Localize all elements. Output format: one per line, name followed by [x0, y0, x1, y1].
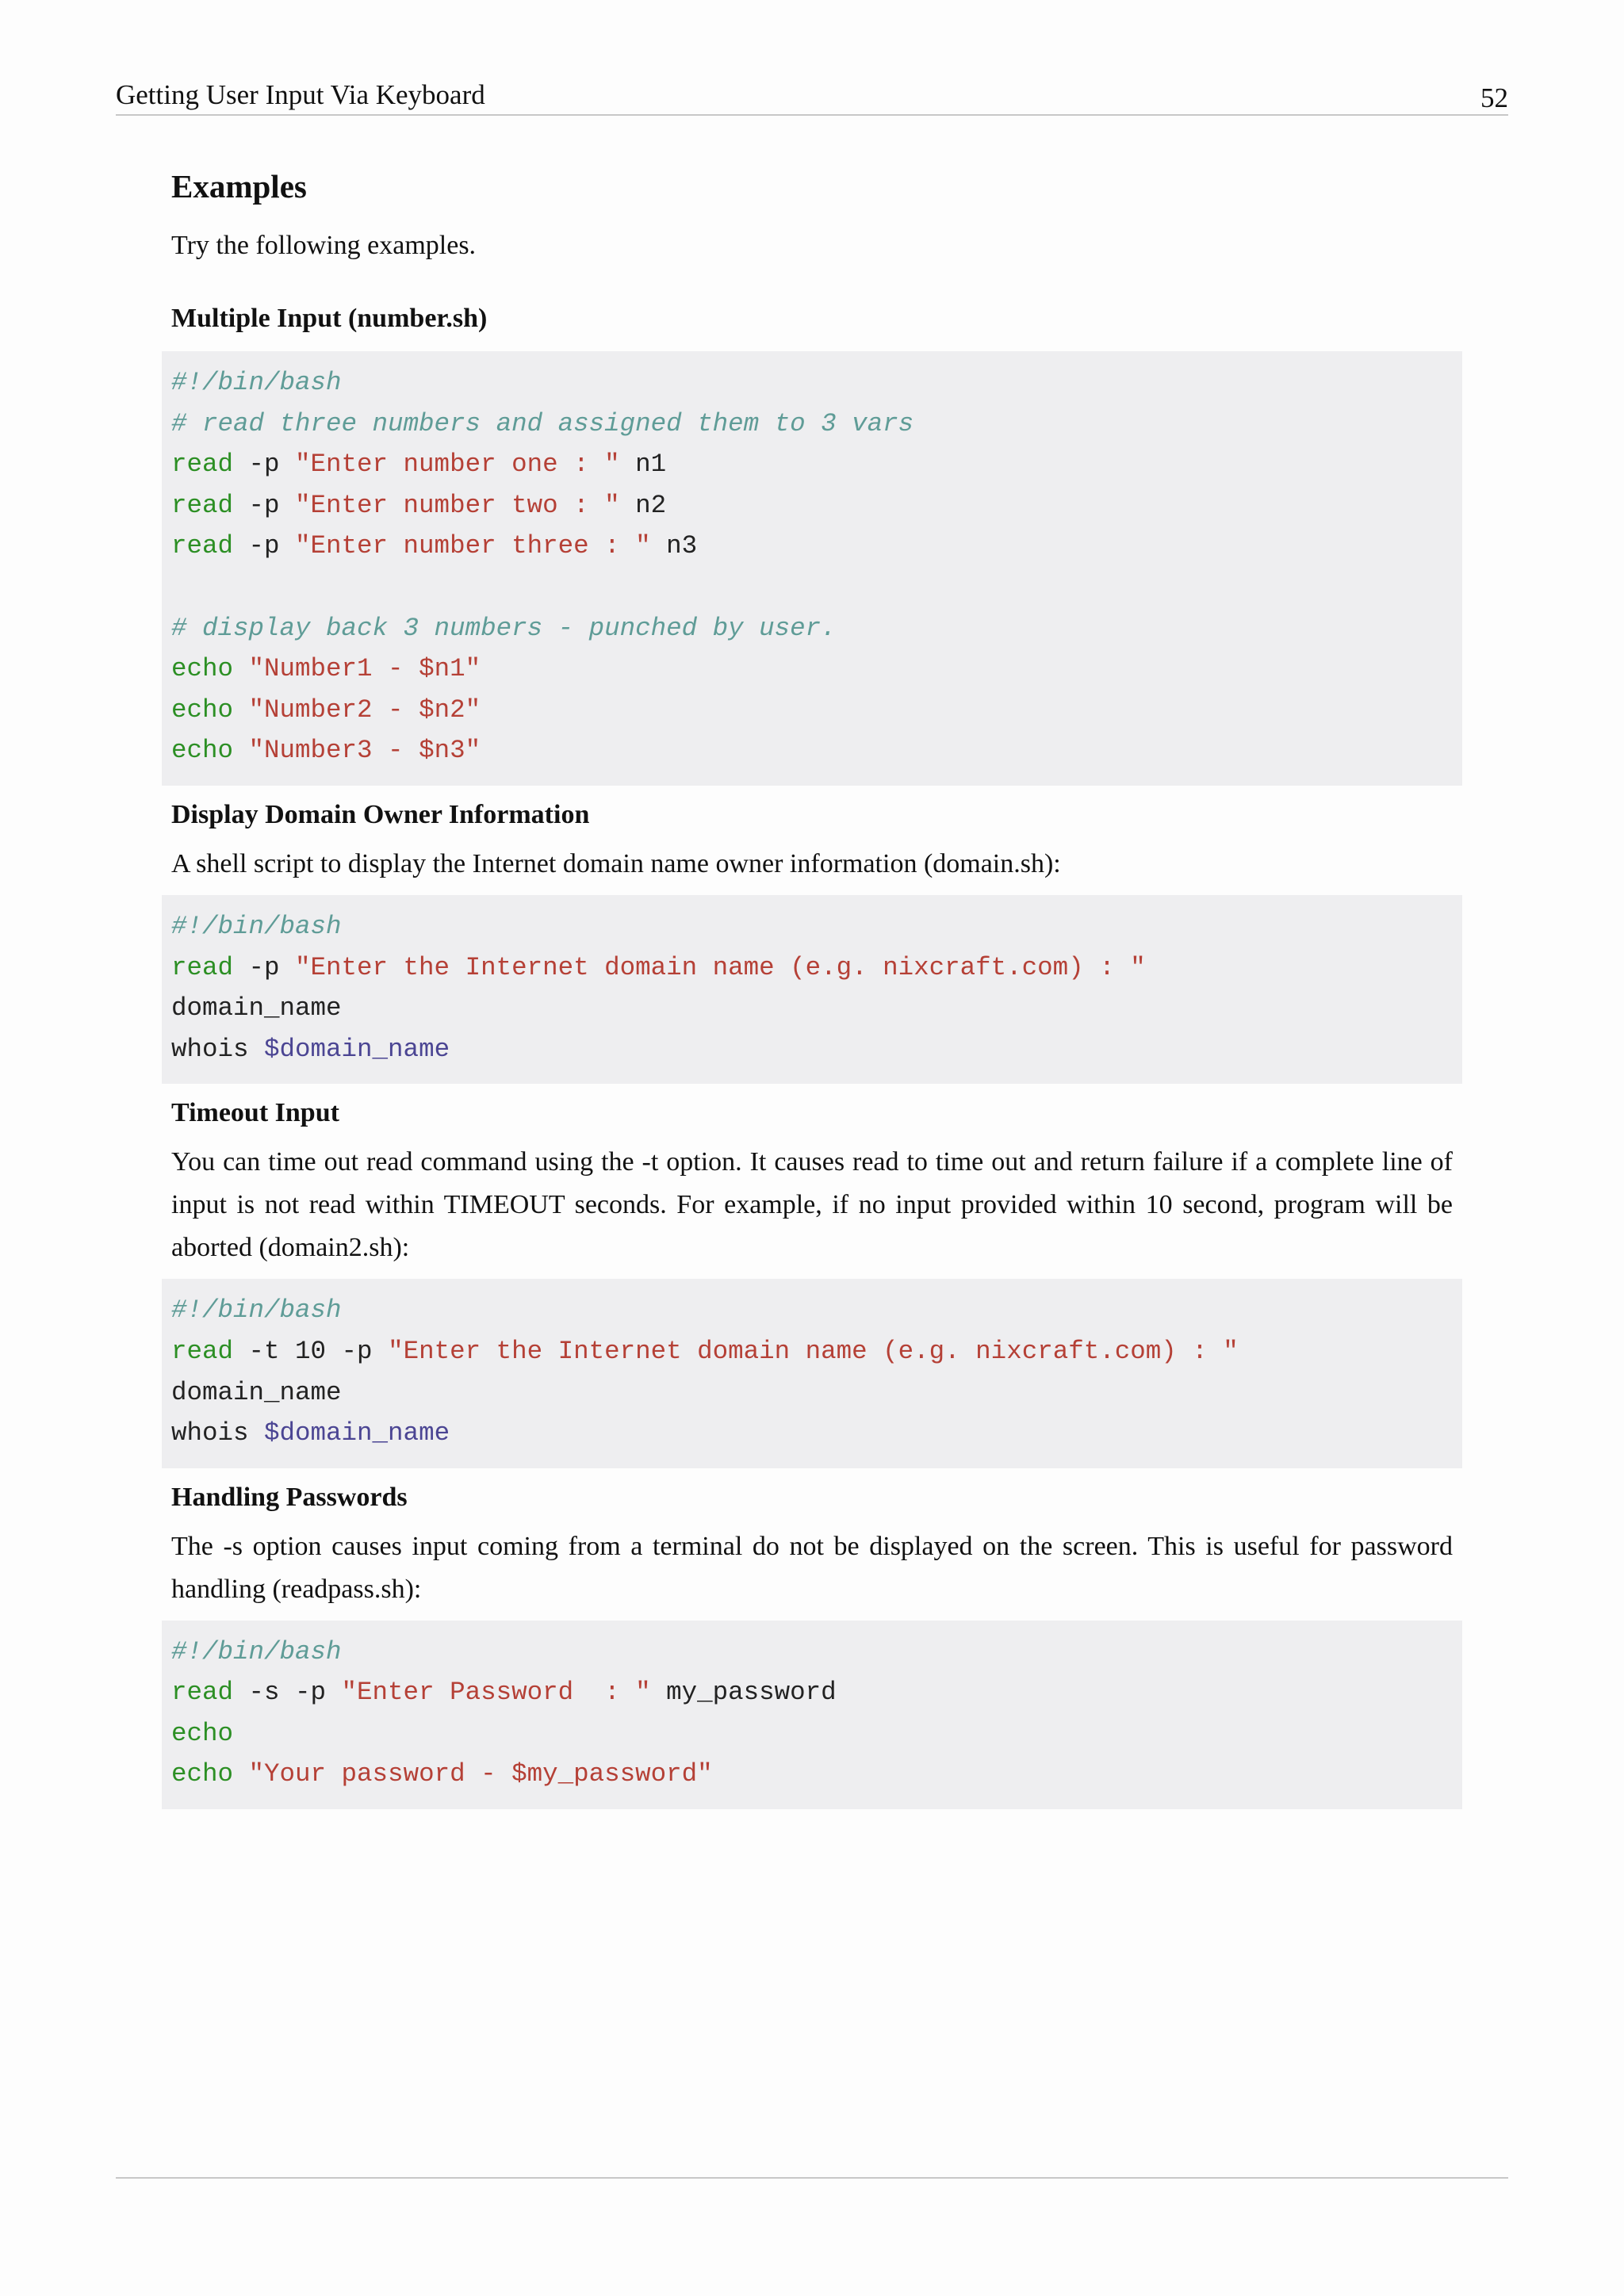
code-token-kw: read [171, 450, 234, 480]
header-title: Getting User Input Via Keyboard [116, 79, 485, 110]
code-line [171, 988, 1453, 1029]
code-line [171, 1754, 1453, 1795]
page-content [171, 163, 1453, 1809]
code-token-plain: whois [171, 1034, 265, 1064]
code-token-plain: -p [233, 450, 296, 480]
code-token-plain: -p [233, 490, 296, 520]
code-token-plain: n3 [650, 531, 698, 561]
code-line [171, 404, 1453, 445]
code-line [171, 730, 1453, 771]
page-header [116, 75, 1508, 116]
code-token-kw: read [171, 1678, 234, 1708]
domain-owner-description: A shell script to display the Internet domain name owner information (domain.sh): [171, 848, 1061, 878]
code-token-comment: #!/bin/bash [171, 1636, 342, 1667]
code-token-comment: #!/bin/bash [171, 1295, 342, 1326]
code-token-plain [233, 736, 249, 765]
code-token-plain: -t 10 -p [233, 1336, 389, 1366]
code-line [171, 947, 1453, 989]
code-line [171, 1372, 1453, 1414]
code-token-comment: #!/bin/bash [171, 368, 342, 397]
code-line [171, 1029, 1453, 1070]
code-token-kw: read [171, 1336, 234, 1366]
code-token-plain: -p [233, 952, 296, 982]
code-line [171, 526, 1453, 567]
handling-passwords-heading: Handling Passwords [171, 1482, 408, 1512]
code-token-str: "Enter number one : " [295, 450, 620, 480]
code-token-var: $domain_name [264, 1418, 450, 1448]
code-token-str: "Enter the Internet domain name (e.g. nixcraft.com) : " [388, 1336, 1239, 1366]
code-token-str: "Enter number two : " [295, 490, 620, 520]
code-line [171, 444, 1453, 485]
code-token-str: "Number2 - $n2" [248, 695, 481, 725]
code-line [171, 567, 1453, 608]
section-title: Examples [171, 168, 307, 205]
timeout-input-heading: Timeout Input [171, 1098, 339, 1128]
code-token-plain [233, 1759, 249, 1789]
footer-rule [116, 2177, 1508, 2179]
code-token-plain: my_password [650, 1678, 837, 1708]
code-block-number-sh [162, 351, 1462, 786]
code-line [171, 1331, 1453, 1372]
code-token-kw: read [171, 531, 234, 561]
code-token-plain: n1 [619, 450, 667, 480]
code-token-comment: # display back 3 numbers - punched by user. [171, 613, 837, 643]
code-token-plain: -s -p [233, 1678, 342, 1708]
code-token-plain [233, 695, 249, 725]
code-line [171, 362, 1453, 404]
code-token-str: "Enter number three : " [295, 531, 651, 561]
code-line [171, 906, 1453, 947]
code-token-kw: echo [171, 654, 234, 684]
code-token-kw: echo [171, 695, 234, 725]
code-block-readpass-sh [162, 1621, 1462, 1809]
code-token-str: "Your password - $my_password" [248, 1759, 713, 1789]
code-block-domain-sh [162, 895, 1462, 1084]
code-token-kw: read [171, 952, 234, 982]
code-token-plain: -p [233, 531, 296, 561]
code-block-domain2-sh [162, 1279, 1462, 1468]
code-line [171, 1290, 1453, 1331]
code-token-plain: domain_name [171, 993, 342, 1024]
code-token-comment: #!/bin/bash [171, 911, 342, 941]
timeout-input-description: You can time out read command using the -t option. It causes read to time out and return failure if a complete line of input is not read within TIMEOUT seconds. For example, if no input provided within 10 second, program will be aborted (domain2.sh): [171, 1147, 1453, 1263]
code-token-str: "Number1 - $n1" [248, 654, 481, 684]
code-token-str: "Number3 - $n3" [248, 736, 481, 766]
code-line [171, 1713, 1453, 1755]
handling-passwords-description: The -s option causes input coming from a terminal do not be displayed on the screen. This is useful for password handling (readpass.sh): [171, 1531, 1453, 1604]
page-number: 52 [1480, 82, 1508, 113]
code-line [171, 1413, 1453, 1454]
code-token-plain: domain_name [171, 1377, 342, 1407]
code-token-plain [233, 654, 249, 683]
code-line [171, 1672, 1453, 1713]
intro-text: Try the following examples. [171, 231, 477, 260]
code-line [171, 649, 1453, 690]
code-token-kw: read [171, 490, 234, 520]
code-token-comment: # read three numbers and assigned them to 3 vars [171, 408, 914, 438]
code-token-str: "Enter the Internet domain name (e.g. nixcraft.com) : " [295, 952, 1146, 982]
domain-owner-heading: Display Domain Owner Information [171, 799, 590, 829]
multiple-input-heading: Multiple Input (number.sh) [171, 304, 488, 333]
code-line [171, 608, 1453, 649]
code-line [171, 690, 1453, 731]
code-token-kw: echo [171, 1759, 234, 1789]
code-line [171, 485, 1453, 526]
code-token-plain: n2 [619, 490, 667, 520]
code-token-kw: echo [171, 1718, 234, 1748]
code-token-var: $domain_name [264, 1034, 450, 1064]
code-token-plain: whois [171, 1418, 265, 1448]
code-line [171, 1632, 1453, 1673]
code-token-kw: echo [171, 736, 234, 766]
code-token-str: "Enter Password : " [341, 1678, 651, 1708]
